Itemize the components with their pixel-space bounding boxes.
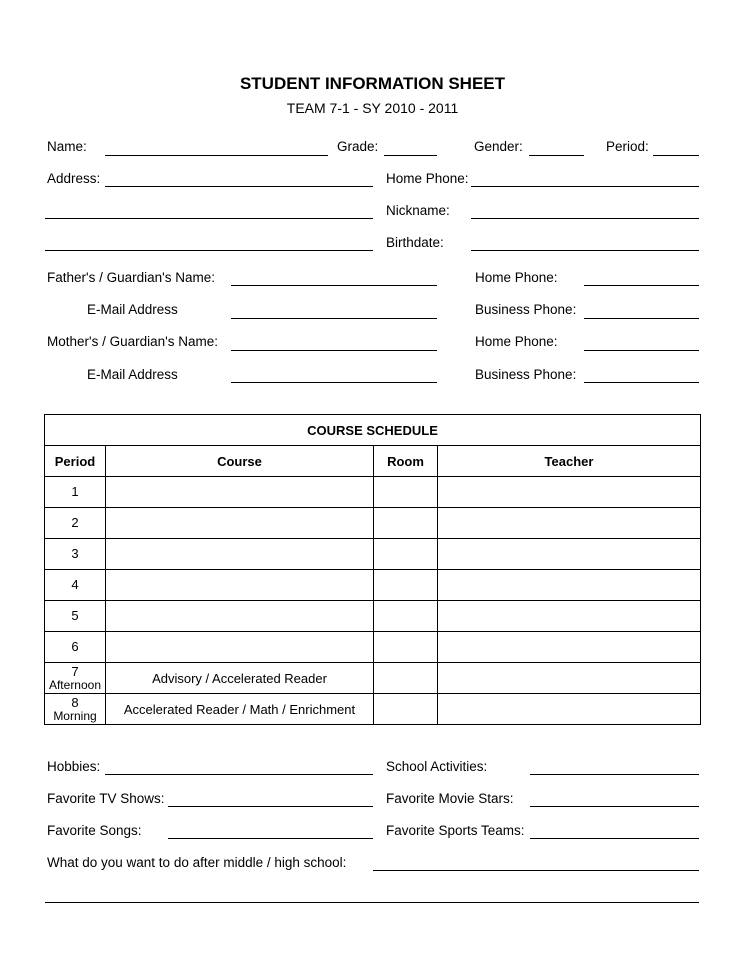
mother-email-field[interactable]: [231, 382, 437, 383]
room-cell[interactable]: [374, 663, 438, 694]
teacher-cell[interactable]: [438, 539, 701, 570]
songs-label: Favorite Songs:: [47, 823, 142, 838]
father-business-phone-field[interactable]: [584, 318, 699, 319]
home-phone-field[interactable]: [471, 186, 699, 187]
name-label: Name:: [47, 139, 87, 154]
period-cell: 3: [45, 539, 106, 570]
schedule-title: COURSE SCHEDULE: [45, 415, 701, 446]
teacher-cell[interactable]: [438, 601, 701, 632]
course-cell[interactable]: Accelerated Reader / Math / Enrichment: [106, 694, 374, 725]
mother-home-phone-label: Home Phone:: [475, 334, 558, 349]
father-name-field[interactable]: [231, 285, 437, 286]
page-title: STUDENT INFORMATION SHEET: [239, 74, 506, 93]
course-cell[interactable]: [106, 570, 374, 601]
father-business-phone-label: Business Phone:: [475, 302, 577, 317]
table-row: [45, 477, 701, 508]
future-plans-field[interactable]: [373, 870, 699, 871]
grade-label: Grade:: [337, 139, 379, 154]
course-cell[interactable]: [106, 539, 374, 570]
period-cell: 4: [45, 570, 106, 601]
mother-name-label: Mother's / Guardian's Name:: [47, 334, 218, 349]
hobbies-label: Hobbies:: [47, 759, 101, 774]
future-plans-line-2[interactable]: [45, 902, 699, 903]
period-cell: 7 Afternoon: [45, 663, 106, 694]
column-header-room: Room: [374, 446, 438, 477]
table-row: [45, 601, 701, 632]
hobbies-field[interactable]: [105, 774, 373, 775]
period-cell: 8 Morning: [45, 694, 106, 725]
room-cell[interactable]: [374, 601, 438, 632]
teacher-cell[interactable]: [438, 570, 701, 601]
sports-teams-field[interactable]: [530, 838, 699, 839]
mother-name-field[interactable]: [231, 350, 437, 351]
nickname-label: Nickname:: [386, 203, 450, 218]
page-subtitle: TEAM 7-1 - SY 2010 - 2011: [286, 100, 459, 116]
table-row: [45, 570, 701, 601]
period-cell: 2: [45, 508, 106, 539]
table-row: [45, 694, 701, 725]
column-header-teacher: Teacher: [438, 446, 701, 477]
course-cell[interactable]: [106, 601, 374, 632]
school-activities-label: School Activities:: [386, 759, 488, 774]
course-cell[interactable]: [106, 508, 374, 539]
address-line-2[interactable]: [45, 218, 373, 219]
period-cell: 6: [45, 632, 106, 663]
room-cell[interactable]: [374, 508, 438, 539]
mother-business-phone-label: Business Phone:: [475, 367, 577, 382]
movie-stars-label: Favorite Movie Stars:: [386, 791, 514, 806]
teacher-cell[interactable]: [438, 477, 701, 508]
course-schedule-table: [44, 414, 701, 725]
teacher-cell[interactable]: [438, 663, 701, 694]
mother-home-phone-field[interactable]: [584, 350, 699, 351]
songs-field[interactable]: [168, 838, 373, 839]
nickname-field[interactable]: [471, 218, 699, 219]
teacher-cell[interactable]: [438, 508, 701, 539]
course-cell[interactable]: Advisory / Accelerated Reader: [106, 663, 374, 694]
mother-email-label: E-Mail Address: [87, 367, 178, 382]
address-line-1[interactable]: [105, 186, 373, 187]
room-cell[interactable]: [374, 477, 438, 508]
period-cell: 1: [45, 477, 106, 508]
tv-shows-field[interactable]: [168, 806, 373, 807]
course-cell[interactable]: [106, 477, 374, 508]
father-home-phone-field[interactable]: [584, 285, 699, 286]
room-cell[interactable]: [374, 632, 438, 663]
address-line-3[interactable]: [45, 250, 373, 251]
father-email-field[interactable]: [231, 318, 437, 319]
room-cell[interactable]: [374, 570, 438, 601]
table-row: [45, 539, 701, 570]
tv-shows-label: Favorite TV Shows:: [47, 791, 165, 806]
period-label: Period:: [606, 139, 649, 154]
period-cell: 5: [45, 601, 106, 632]
period-field[interactable]: [653, 155, 699, 156]
birthdate-field[interactable]: [471, 250, 699, 251]
birthdate-label: Birthdate:: [386, 235, 444, 250]
course-cell[interactable]: [106, 632, 374, 663]
address-label: Address:: [47, 171, 101, 186]
father-email-label: E-Mail Address: [87, 302, 178, 317]
teacher-cell[interactable]: [438, 694, 701, 725]
movie-stars-field[interactable]: [530, 806, 699, 807]
column-header-period: Period: [45, 446, 106, 477]
teacher-cell[interactable]: [438, 632, 701, 663]
table-row: [45, 508, 701, 539]
gender-label: Gender:: [474, 139, 523, 154]
school-activities-field[interactable]: [530, 774, 699, 775]
father-name-label: Father's / Guardian's Name:: [47, 270, 215, 285]
gender-field[interactable]: [529, 155, 584, 156]
home-phone-label: Home Phone:: [386, 171, 469, 186]
grade-field[interactable]: [384, 155, 437, 156]
mother-business-phone-field[interactable]: [584, 382, 699, 383]
room-cell[interactable]: [374, 539, 438, 570]
sports-teams-label: Favorite Sports Teams:: [386, 823, 525, 838]
table-row: [45, 632, 701, 663]
name-field[interactable]: [105, 155, 328, 156]
room-cell[interactable]: [374, 694, 438, 725]
father-home-phone-label: Home Phone:: [475, 270, 558, 285]
future-plans-label: What do you want to do after middle / high school:: [47, 855, 347, 870]
table-row: [45, 663, 701, 694]
column-header-course: Course: [106, 446, 374, 477]
